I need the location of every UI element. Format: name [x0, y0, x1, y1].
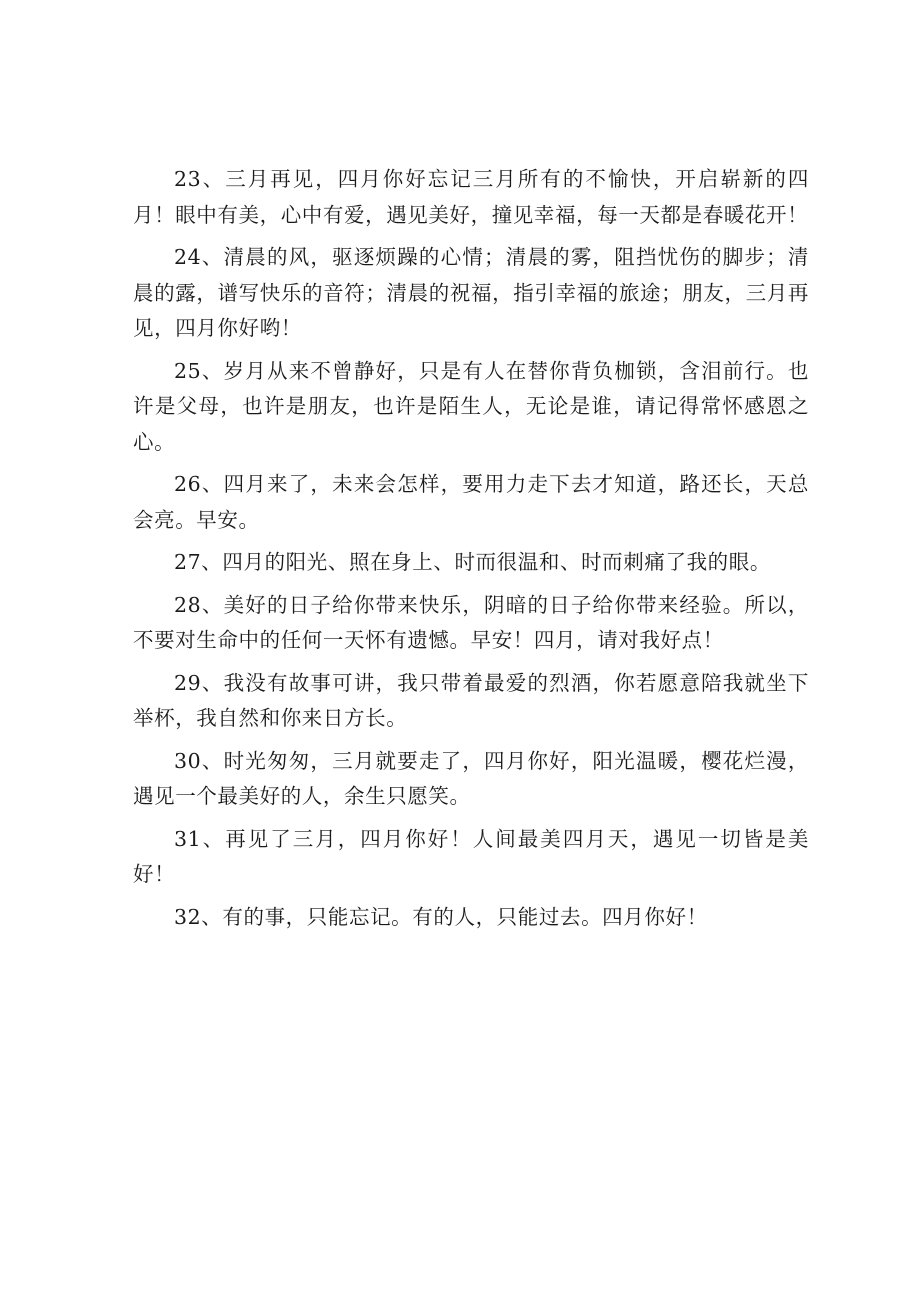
paragraph-27: 27、四月的阳光、照在身上、时而很温和、时而刺痛了我的眼。 — [174, 550, 771, 574]
paragraph-28: 28、美好的日子给你带来快乐，阴暗的日子给你带来经验。所以，不要对生命中的任何一天怀有遗憾。早安！四月，请对我好点！ — [133, 592, 809, 652]
paragraph-26: 26、四月来了，未来会怎样，要用力走下去才知道，路还长，天总会亮。早安。 — [133, 472, 809, 532]
paragraph-23: 23、三月再见，四月你好忘记三月所有的不愉快，开启崭新的四月！眼中有美，心中有爱，遇见美好，撞见幸福，每一天都是春暖花开！ — [133, 167, 809, 227]
paragraph-31: 31、再见了三月，四月你好！人间最美四月天，遇见一切皆是美好！ — [133, 826, 809, 886]
paragraph-32: 32、有的事，只能忘记。有的人，只能过去。四月你好！ — [174, 904, 708, 929]
document-body — [133, 162, 809, 942]
paragraph-29: 29、我没有故事可讲，我只带着最爱的烈酒，你若愿意陪我就坐下举杯，我自然和你来日方长。 — [133, 670, 809, 730]
paragraph-25: 25、岁月从来不曾静好，只是有人在替你背负枷锁，含泪前行。也许是父母，也许是朋友，也许是陌生人，无论是谁，请记得常怀感恩之心。 — [133, 358, 809, 454]
paragraph-24: 24、清晨的风，驱逐烦躁的心情；清晨的雾，阻挡忧伤的脚步；清晨的露，谱写快乐的音符；清晨的祝福，指引幸福的旅途；朋友，三月再见，四月你好哟！ — [133, 245, 809, 340]
paragraph-30: 30、时光匆匆，三月就要走了，四月你好，阳光温暖，樱花烂漫，遇见一个最美好的人，余生只愿笑。 — [133, 748, 809, 808]
